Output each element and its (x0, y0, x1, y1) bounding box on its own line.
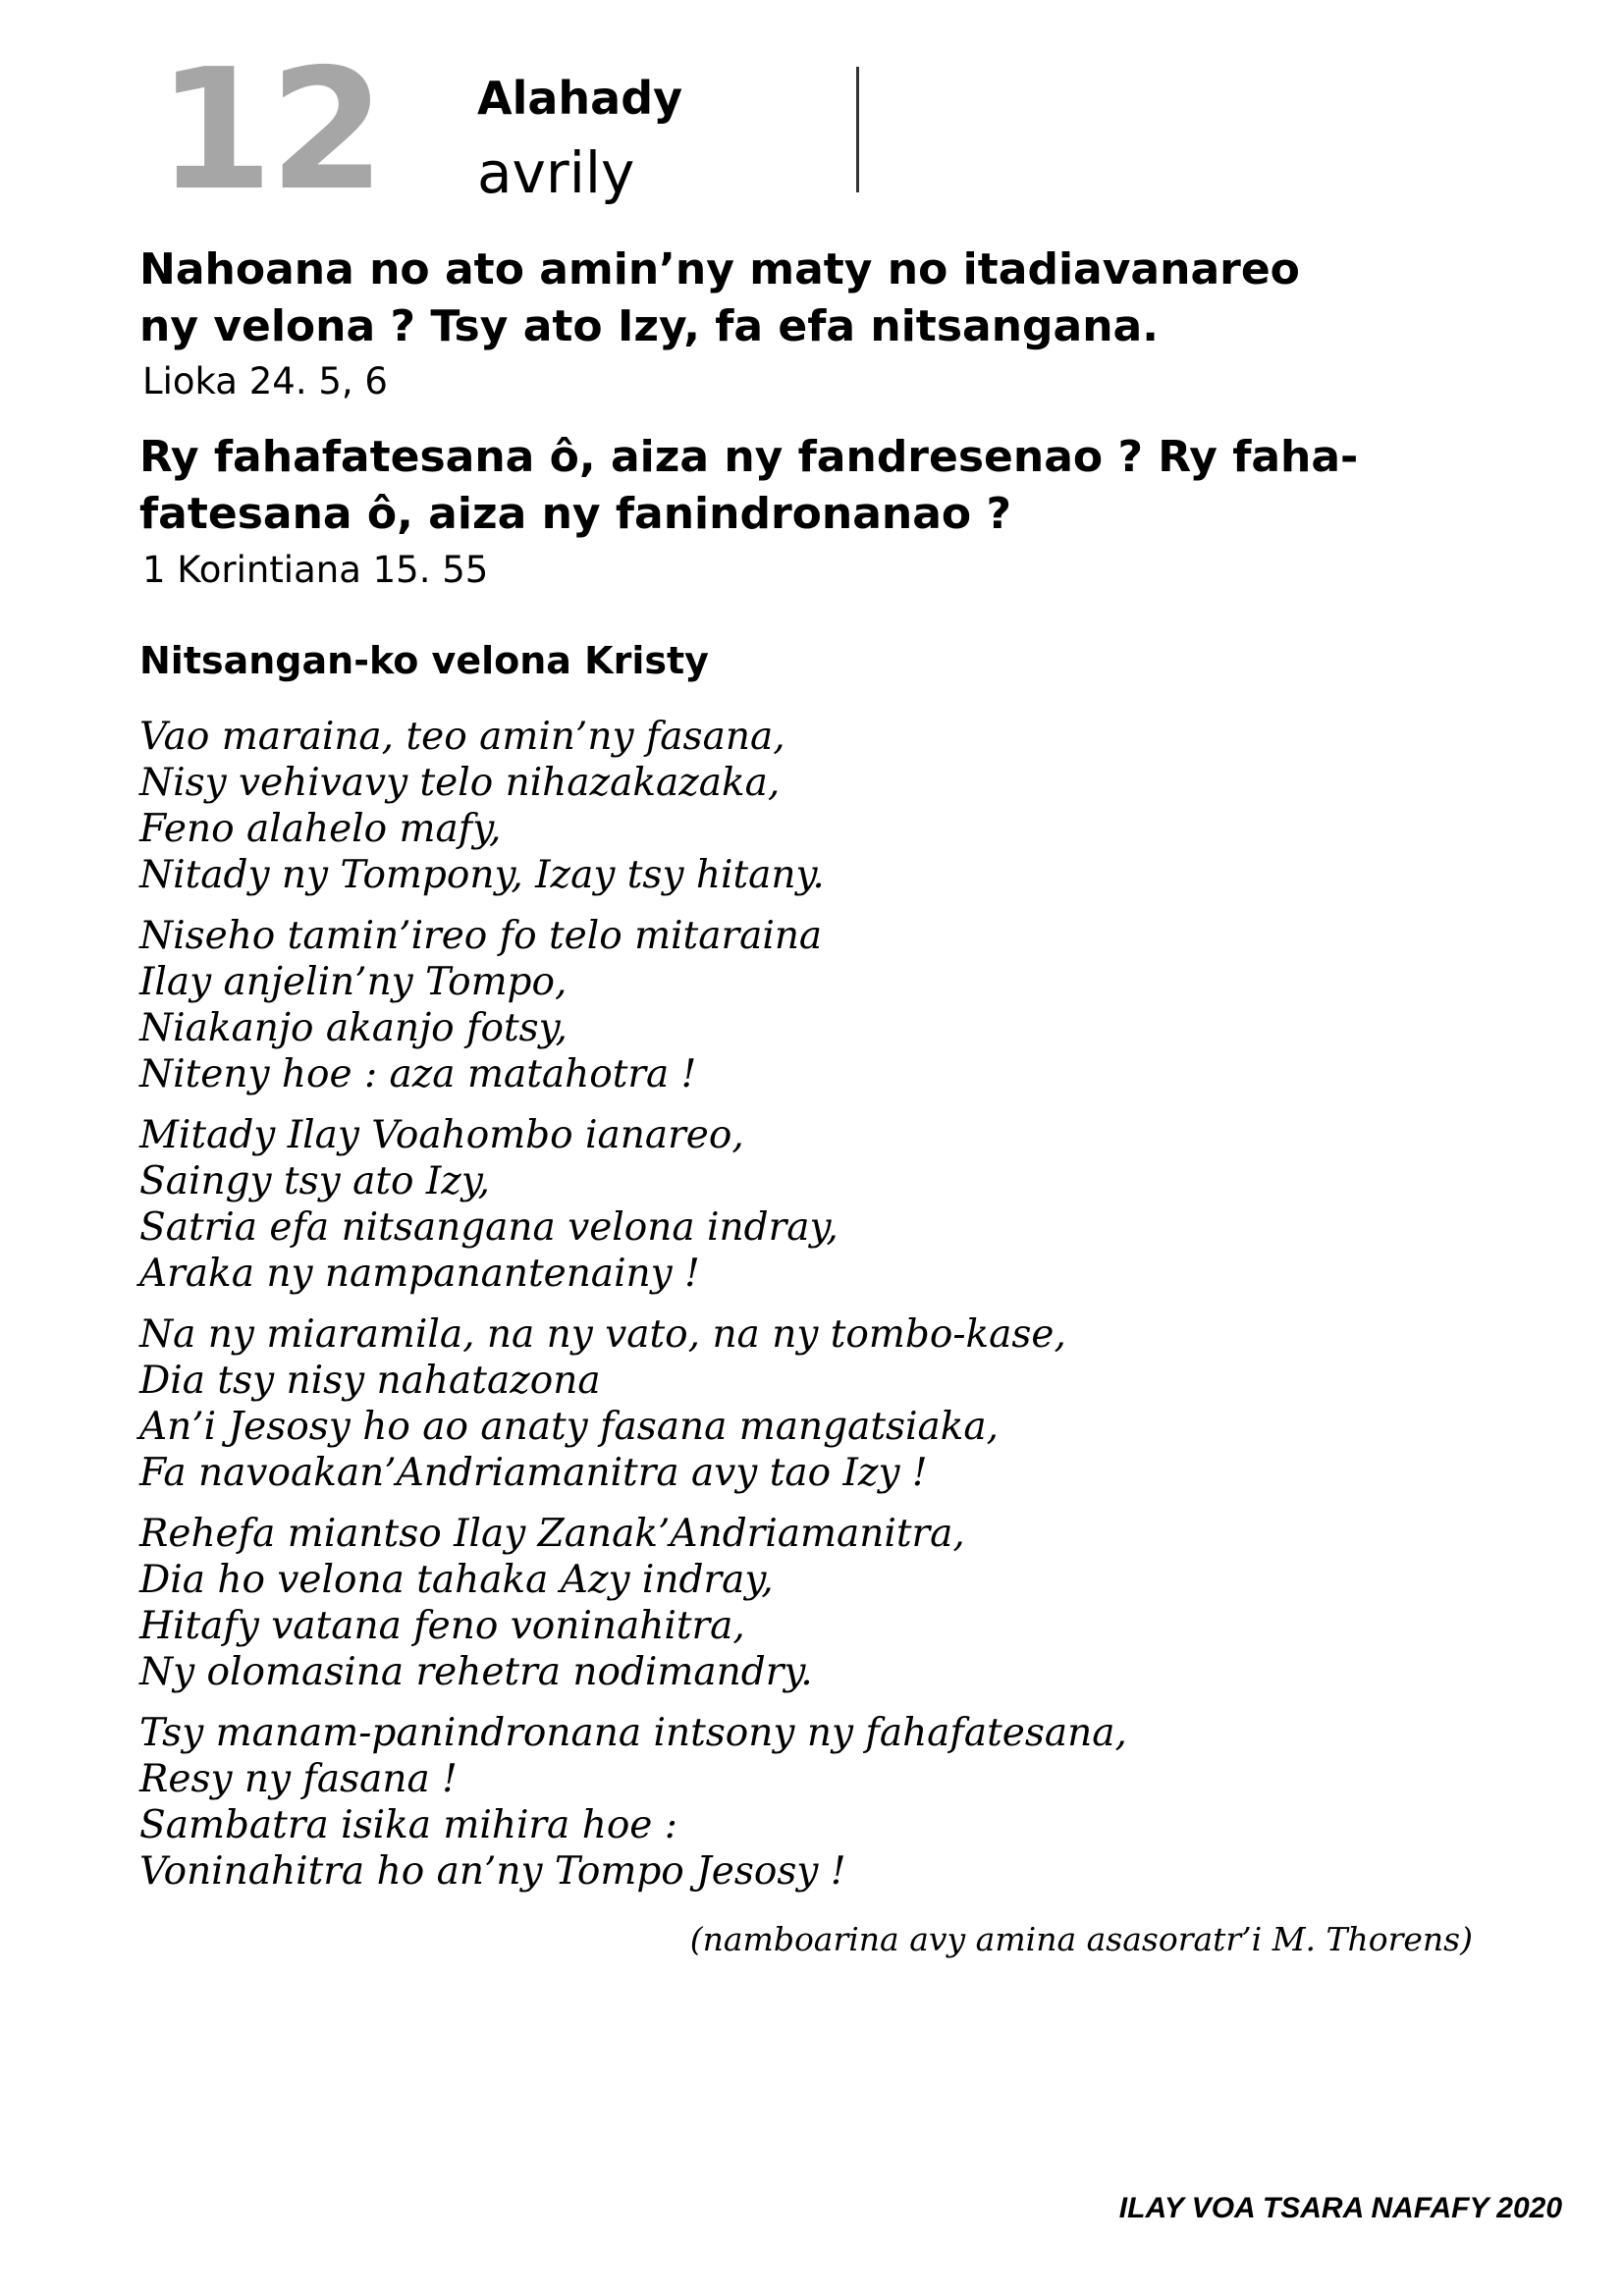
poem-line: Saingy tsy ato Izy, (139, 1159, 491, 1203)
verse-1-line-1: Nahoana no ato amin’ny maty no itadiavanareo (139, 244, 1300, 294)
month: avrily (477, 139, 635, 206)
poem-line: Ny olomasina rehetra nodimandry. (139, 1650, 813, 1694)
stanza-6 (139, 1710, 1494, 1895)
poem-line: Rehefa miantso Ilay Zanak’Andriamanitra, (139, 1512, 965, 1556)
poem-line: Ilay anjelin’ny Tompo, (139, 960, 568, 1004)
poem-title: Nitsangan-ko velona Kristy (139, 639, 709, 682)
day-number: 12 (157, 33, 382, 228)
stanza-5 (139, 1511, 1494, 1695)
poem-line: Niakanjo akanjo fotsy, (139, 1006, 568, 1050)
poem-line: Niseho tamin’ireo fo telo mitaraina (139, 914, 823, 958)
footer-publication-title: ILAY VOA TSARA NAFAFY 2020 (1118, 2192, 1562, 2224)
poem-line: An’i Jesosy ho ao anaty fasana mangatsiaka, (139, 1405, 1000, 1449)
poem-attribution: (namboarina avy amina asasoratr’i M. Thorens) (689, 1920, 1473, 1958)
poem-line: Na ny miaramila, na ny vato, na ny tombo-kase, (139, 1312, 1066, 1357)
poem-line: Fa navoakan’Andriamanitra avy tao Izy ! (139, 1451, 928, 1495)
verse-1-line-2: ny velona ? Tsy ato Izy, fa efa nitsangana. (139, 301, 1159, 351)
verse-2-reference: 1 Korintiana 15. 55 (142, 549, 489, 591)
poem-line: Araka ny nampanantenainy ! (139, 1252, 700, 1296)
stanza-3 (139, 1112, 1494, 1297)
poem-line: Dia tsy nisy nahatazona (139, 1359, 601, 1403)
poem-line: Resy ny fasana ! (139, 1757, 458, 1801)
poem-line: Mitady Ilay Voahombo ianareo, (139, 1113, 744, 1157)
weekday: Alahady (477, 72, 683, 125)
stanza-2 (139, 913, 1494, 1097)
poem-line: Hitafy vatana feno voninahitra, (139, 1604, 745, 1648)
verse-2 (139, 429, 1494, 543)
poem-line: Niteny hoe : aza matahotra ! (139, 1052, 697, 1096)
poem-line: Dia ho velona tahaka Azy indray, (139, 1558, 774, 1602)
poem-line: Nitady ny Tompony, Izay tsy hitany. (139, 853, 825, 897)
poem-line: Voninahitra ho an’ny Tompo Jesosy ! (139, 1849, 846, 1894)
verse-2-line-1: Ry fahafatesana ô, aiza ny fandresenao ? Ry faha- (139, 432, 1359, 482)
poem-line: Nisy vehivavy telo nihazakazaka, (139, 761, 781, 805)
poem-line: Satria efa nitsangana velona indray, (139, 1205, 839, 1250)
stanza-1 (139, 714, 1494, 898)
verse-2-line-2: fatesana ô, aiza ny fanindronanao ? (139, 489, 1011, 539)
poem (139, 714, 1494, 1909)
poem-line: Tsy manam-panindronana intsony ny fahafatesana, (139, 1711, 1127, 1755)
verse-1 (139, 241, 1494, 355)
poem-line: Vao maraina, teo amin’ny fasana, (139, 715, 785, 759)
header-divider (856, 67, 859, 192)
stanza-4 (139, 1311, 1494, 1496)
verse-1-reference: Lioka 24. 5, 6 (142, 360, 388, 402)
poem-line: Sambatra isika mihira hoe : (139, 1803, 677, 1847)
poem-line: Feno alahelo mafy, (139, 807, 502, 851)
